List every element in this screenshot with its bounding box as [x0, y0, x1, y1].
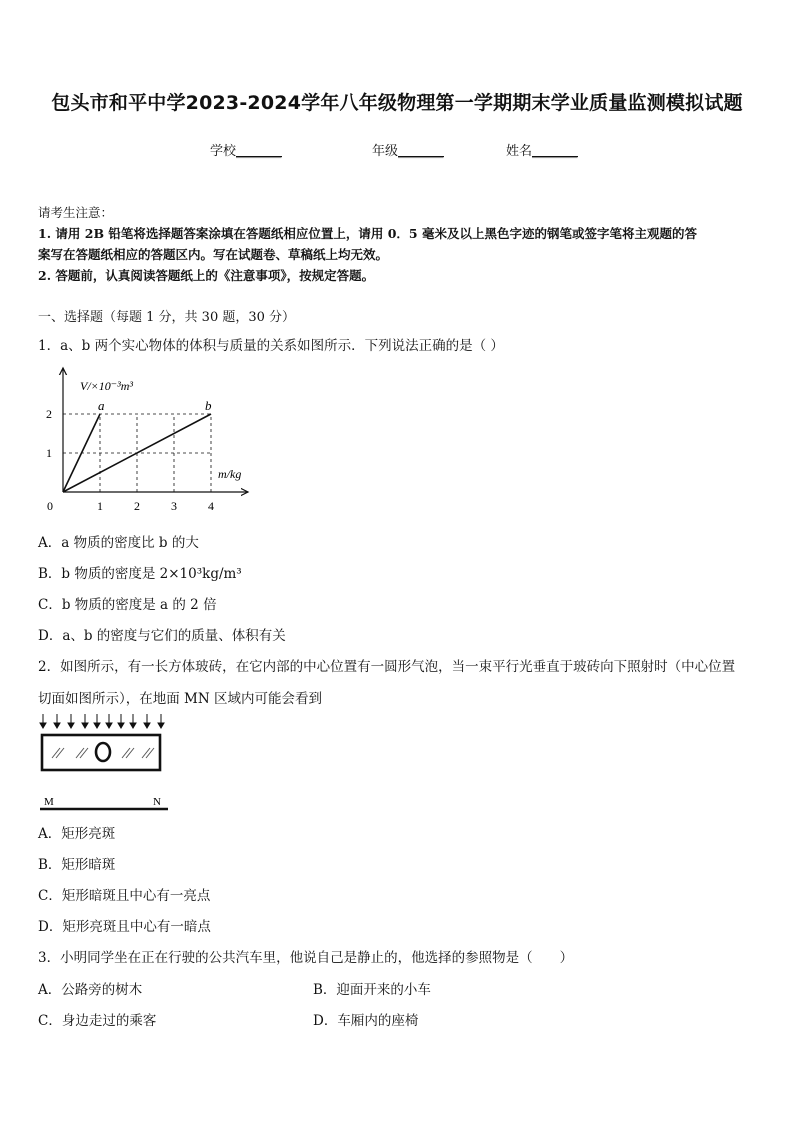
q3-option-c: C．身边走过的乘客 — [38, 1013, 157, 1029]
section-heading: 一、选择题（每题 1 分，共 30 题，30 分） — [38, 310, 296, 325]
q3-option-a: A．公路旁的树木 — [38, 982, 143, 998]
q1-option-a: A．a 物质的密度比 b 的大 — [38, 535, 199, 551]
q1-stem: 1．a、b 两个实心物体的体积与质量的关系如图所示．下列说法正确的是（ ） — [38, 338, 504, 354]
origin-label: 0 — [47, 499, 53, 513]
y-tick-label: 1 — [46, 446, 52, 460]
y-tick-label: 2 — [46, 407, 52, 421]
q3-option-d: D．车厢内的座椅 — [313, 1013, 419, 1029]
x-tick-label: 2 — [134, 499, 140, 513]
q2-option-d: D．矩形亮斑且中心有一暗点 — [38, 919, 211, 935]
line-b-label: b — [205, 398, 212, 413]
school-blank: _______ — [236, 144, 282, 159]
label-n: N — [153, 796, 161, 808]
q2-option-a: A．矩形亮斑 — [38, 826, 116, 842]
x-axis-label: m/kg — [218, 467, 242, 481]
name-blank: _______ — [532, 144, 578, 159]
q1-option-c: C．b 物质的密度是 a 的 2 倍 — [38, 597, 217, 613]
notice-line-1a: 1. 请用 2B 铅笔将选择题答案涂填在答题纸相应位置上，请用 0．5 毫米及以上黑色字迹的钢笔或签字笔将主观题的答 — [38, 226, 697, 241]
name-label: 姓名 — [506, 144, 533, 159]
notice-line-2: 2. 答题前，认真阅读答题纸上的《注意事项》，按规定答题。 — [38, 268, 375, 283]
x-tick-labels — [97, 499, 214, 513]
q1-option-d: D．a、b 的密度与它们的质量、体积有关 — [38, 628, 286, 644]
q2-diagram — [36, 712, 176, 814]
school-label: 学校 — [210, 144, 237, 159]
grade-blank: _______ — [398, 144, 444, 159]
light-arrows — [40, 714, 164, 728]
q1-option-b: B．b 物质的密度是 2×10³kg/m³ — [38, 566, 242, 582]
x-tick-label: 1 — [97, 499, 103, 513]
air-bubble — [96, 743, 110, 761]
x-tick-label: 4 — [208, 499, 214, 513]
name-field — [506, 140, 578, 159]
line-a-label: a — [98, 398, 105, 413]
grade-field — [372, 140, 444, 159]
x-tick-label: 3 — [171, 499, 177, 513]
q2-stem-line-2: 切面如图所示），在地面 MN 区域内可能会看到 — [38, 691, 322, 707]
q2-option-c: C．矩形暗斑且中心有一亮点 — [38, 888, 211, 904]
q3-option-b: B．迎面开来的小车 — [313, 982, 431, 998]
page-title: 包头市和平中学2023-2024学年八年级物理第一学期期末学业质量监测模拟试题 — [51, 92, 743, 114]
q2-option-b: B．矩形暗斑 — [38, 857, 116, 873]
notice-line-1b: 案写在答题纸相应的答题区内。写在试题卷、草稿纸上均无效。 — [38, 247, 389, 262]
q2-stem-line-1: 2．如图所示，有一长方体玻砖，在它内部的中心位置有一圆形气泡，当一束平行光垂直于玻砖向下照射时（中心位置 — [38, 659, 736, 675]
label-m: M — [44, 796, 54, 808]
school-field — [210, 140, 282, 159]
grade-label: 年级 — [372, 144, 399, 159]
notice-heading: 请考生注意： — [38, 205, 114, 220]
q3-stem: 3．小明同学坐在正在行驶的公共汽车里，他说自己是静止的，他选择的参照物是（ ） — [38, 950, 574, 966]
y-tick-labels — [46, 407, 52, 460]
y-axis-label: V/×10⁻³m³ — [80, 379, 133, 393]
q1-graph — [38, 360, 258, 520]
